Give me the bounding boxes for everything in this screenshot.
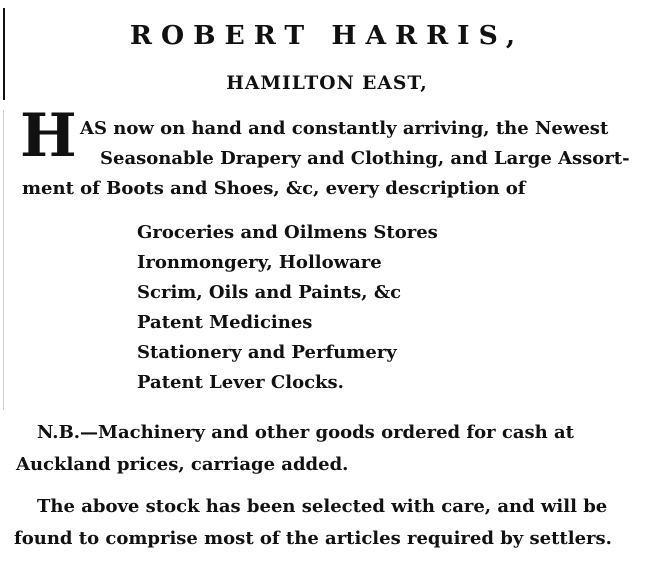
intro-line-3: ment of Boots and Shoes, &c, every description of bbox=[22, 178, 526, 199]
intro-line-2: Seasonable Drapery and Clothing, and Large Assort- bbox=[100, 148, 630, 169]
goods-item-scrim: Scrim, Oils and Paints, &c bbox=[137, 282, 402, 303]
goods-item-clocks: Patent Lever Clocks. bbox=[137, 372, 344, 393]
goods-list bbox=[137, 218, 438, 398]
nb-line-2: Auckland prices, carriage added. bbox=[16, 454, 349, 475]
goods-item-medicines: Patent Medicines bbox=[137, 312, 313, 333]
advertiser-name: ROBERT HARRIS, bbox=[129, 20, 525, 51]
stock-line-1: The above stock has been selected with care, and will be bbox=[37, 496, 608, 517]
stock-line-2: found to comprise most of the articles required by settlers. bbox=[14, 528, 612, 549]
column-rule-faint bbox=[3, 110, 4, 410]
drop-cap: H bbox=[20, 101, 75, 171]
nb-line-1: N.B.—Machinery and other goods ordered for cash at bbox=[37, 422, 574, 443]
advertiser-location: HAMILTON EAST, bbox=[226, 72, 428, 94]
intro-line-1: AS now on hand and constantly arriving, the Newest bbox=[80, 118, 609, 139]
goods-item-stationery: Stationery and Perfumery bbox=[137, 342, 397, 363]
goods-item-ironmongery: Ironmongery, Holloware bbox=[137, 252, 382, 273]
goods-item-groceries: Groceries and Oilmens Stores bbox=[137, 222, 438, 243]
